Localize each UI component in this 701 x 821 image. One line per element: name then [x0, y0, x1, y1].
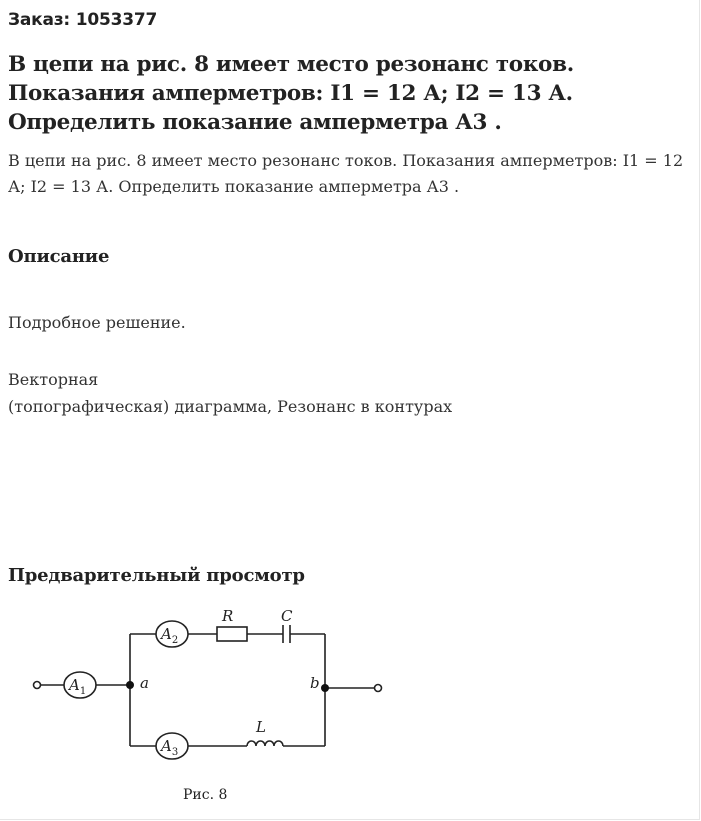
inductor-label: L — [256, 718, 266, 736]
resistor-r — [217, 627, 247, 641]
description-line-topographic: (топографическая) диаграмма, Резонанс в контурах — [8, 397, 453, 416]
node-b-dot — [321, 684, 329, 692]
node-a-dot — [126, 681, 134, 689]
order-number: Заказ: 1053377 — [8, 10, 158, 30]
resistor-label: R — [222, 607, 234, 625]
input-terminal — [34, 682, 41, 689]
ammeter-a1-label: $A_1$ — [69, 676, 87, 697]
page-title: В цепи на рис. 8 имеет место резонанс токов. Показания амперметров: I1 = 12 А; I2 = 13 А. Определить показание амперметра А3 . — [8, 52, 574, 135]
figure-caption: Рис. 8 — [183, 787, 228, 803]
description-line-vector: Векторная — [8, 370, 99, 389]
inductor-l — [247, 741, 283, 746]
output-terminal — [375, 685, 382, 692]
ammeter-a2-label: $A_2$ — [161, 625, 179, 646]
node-a-label: a — [140, 674, 149, 692]
capacitor-label: C — [281, 607, 293, 625]
description-heading: Описание — [8, 246, 110, 267]
node-b-label: b — [310, 674, 320, 692]
description-line-detailed: Подробное решение. — [8, 313, 186, 332]
preview-heading: Предварительный просмотр — [8, 565, 305, 586]
problem-description: В цепи на рис. 8 имеет место резонанс токов. Показания амперметров: I1 = 12 А; I2 = 13 А. Определить показание амперметра А3 . — [8, 151, 684, 196]
circuit-diagram — [0, 591, 701, 821]
ammeter-a3-label: $A_3$ — [161, 737, 179, 758]
